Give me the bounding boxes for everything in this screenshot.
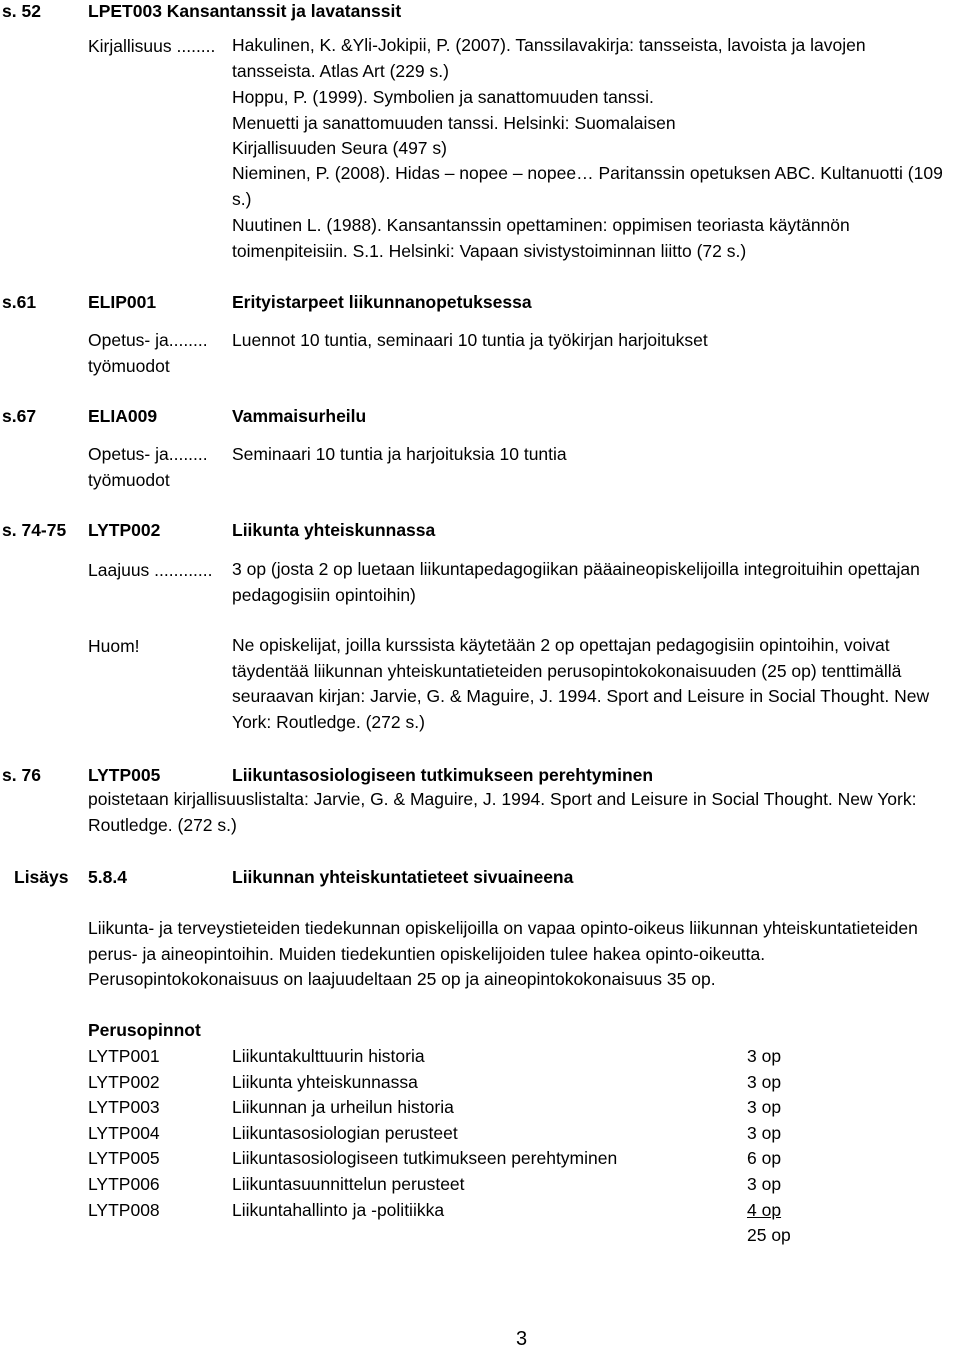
course-title: Liikuntasosiologiseen tutkimukseen perehtyminen xyxy=(232,765,654,785)
field-label: Laajuus ............ xyxy=(88,560,213,580)
field-label: työmuodot xyxy=(88,356,170,376)
course-name-cell: Liikunta yhteiskunnassa xyxy=(232,1071,418,1092)
note-label: Huom! xyxy=(88,636,140,656)
course-credits-cell: 6 op xyxy=(747,1148,782,1169)
field-value: 3 op (josta 2 op luetaan liikuntapedagogiikan pääaineopiskelijoilla integroituihin opettajan pedagogisiin opintoihin) xyxy=(232,559,920,605)
section-page-ref: s. 52 xyxy=(2,1,41,21)
course-code-cell: LYTP004 xyxy=(88,1122,160,1143)
addition-paragraph: Liikunta- ja terveystieteiden tiedekunnan opiskelijoilla on vapaa opinto-oikeus liikunnan yhteiskuntatieteiden perus- ja aineopintoihin. Muiden tiedekuntien opiskelijoiden tulee hakea opinto-oikeutta. Perusopintokokonaisuus on laajuudeltaan 25 op ja aineopintokokonaisuus 35 op. xyxy=(88,918,918,989)
course-code: LYTP005 xyxy=(88,765,161,785)
addition-number: 5.8.4 xyxy=(88,867,127,887)
addition-label: Lisäys xyxy=(14,867,69,887)
reference-item: Hakulinen, K. &Yli-Jokipii, P. (2007). Tanssilavakirja: tansseista, lavoista ja lavojen tansseista. Atlas Art (229 s.) xyxy=(232,35,866,81)
addition-title: Liikunnan yhteiskuntatieteet sivuaineena xyxy=(232,867,574,887)
course-code-cell: LYTP006 xyxy=(88,1174,160,1194)
course-code-cell: LYTP008 xyxy=(88,1199,160,1220)
section-page-ref: s. 76 xyxy=(2,765,41,785)
reference-item: Nuutinen L. (1988). Kansantanssin opettaminen: oppimisen teoriasta käytännön toimenpiteisiin. S.1. Helsinki: Vapaan sivistystoiminnan liitto (72 s.) xyxy=(232,215,850,261)
course-credits-cell: 4 op xyxy=(747,1199,782,1220)
course-code-cell: LYTP005 xyxy=(88,1148,160,1169)
study-module-heading: Perusopinnot xyxy=(88,1020,201,1040)
course-code: LYTP002 xyxy=(88,520,161,540)
course-credits-cell: 3 op xyxy=(747,1097,782,1118)
course-name-cell: Liikuntasosiologiseen tutkimukseen perehtyminen xyxy=(232,1148,618,1169)
page-number: 3 xyxy=(516,1328,528,1350)
field-value: Seminaari 10 tuntia ja harjoituksia 10 tuntia xyxy=(232,444,567,464)
course-credits-cell: 3 op xyxy=(747,1046,782,1066)
course-credits-cell: 3 op xyxy=(747,1122,782,1143)
course-code-title: LPET003 Kansantanssit ja lavatanssit xyxy=(88,1,402,21)
credits-total: 25 op xyxy=(747,1225,791,1245)
field-label: Opetus- ja........ xyxy=(88,330,208,350)
course-name-cell: Liikuntasuunnittelun perusteet xyxy=(232,1174,465,1194)
course-credits-cell: 3 op xyxy=(747,1174,782,1194)
course-code: ELIP001 xyxy=(88,292,157,312)
course-code-cell: LYTP003 xyxy=(88,1097,160,1118)
section-page-ref: s.67 xyxy=(2,406,37,426)
course-code-cell: LYTP001 xyxy=(88,1046,160,1066)
correction-text: poistetaan kirjallisuuslistalta: Jarvie, G. & Maguire, J. 1994. Sport and Leisure in Social Thought. New York: Routledge. (272 s.) xyxy=(88,789,917,835)
field-value: Luennot 10 tuntia, seminaari 10 tuntia ja työkirjan harjoitukset xyxy=(232,330,708,350)
field-label: Opetus- ja........ xyxy=(88,444,208,464)
course-title: Erityistarpeet liikunnanopetuksessa xyxy=(232,292,532,312)
course-title: Vammaisurheilu xyxy=(232,406,367,426)
literature-label: Kirjallisuus ........ xyxy=(88,36,216,56)
course-name-cell: Liikunnan ja urheilun historia xyxy=(232,1097,454,1118)
course-code: ELIA009 xyxy=(88,406,158,426)
course-title: Liikunta yhteiskunnassa xyxy=(232,520,436,540)
reference-item: Hoppu, P. (1999). Symbolien ja sanattomuuden tanssi. Menuetti ja sanattomuuden tanssi. Helsinki: Suomalaisen Kirjallisuuden Seura (497 s) xyxy=(232,87,676,158)
course-name-cell: Liikuntakulttuurin historia xyxy=(232,1046,425,1066)
section-page-ref: s.61 xyxy=(2,292,37,312)
course-code-cell: LYTP002 xyxy=(88,1071,160,1092)
course-name-cell: Liikuntasosiologian perusteet xyxy=(232,1122,458,1143)
field-label: työmuodot xyxy=(88,470,170,490)
reference-item: Nieminen, P. (2008). Hidas – nopee – nopee… Paritanssin opetuksen ABC. Kultanuotti (109 s.) xyxy=(232,163,943,209)
course-name-cell: Liikuntahallinto ja -politiikka xyxy=(232,1199,445,1220)
note-text: Ne opiskelijat, joilla kurssista käytetään 2 op opettajan pedagogisiin opintoihin, voivat täydentää liikunnan yhteiskuntatieteiden perusopintokokonaisuuden (25 op) tenttimällä seuraavan kirjan: Jarvie, G. & Maguire, J. 1994. Sport and Leisure in Social Thought. New York: Routledge. (272 s.) xyxy=(232,635,930,732)
course-credits-cell: 3 op xyxy=(747,1071,782,1092)
section-page-ref: s. 74-75 xyxy=(2,520,67,540)
